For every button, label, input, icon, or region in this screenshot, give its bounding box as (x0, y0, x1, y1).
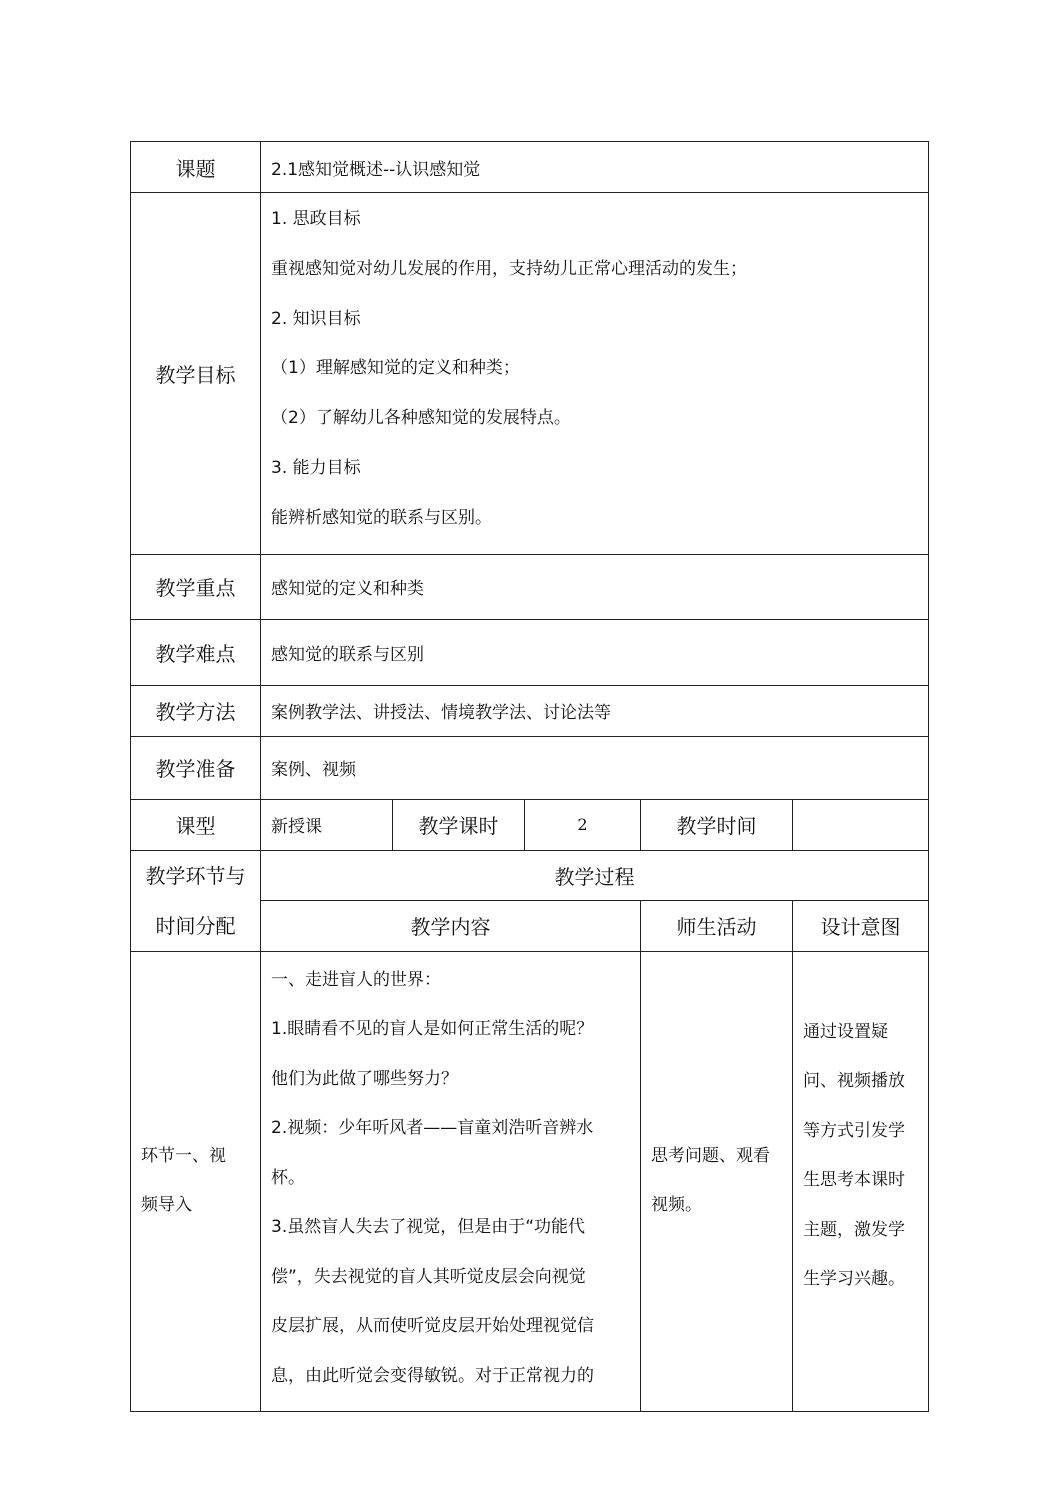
topic-row (131, 142, 929, 193)
intent-line: 生思考本课时 (803, 1170, 905, 1191)
activity-label: 师生活动 (641, 900, 793, 951)
key-points-label: 教学重点 (131, 554, 261, 619)
content-line: 偿”，失去视觉的盲人其听觉皮层会向视觉 (271, 1266, 586, 1287)
objective-line: 3. 能力目标 (271, 457, 361, 478)
topic-label: 课题 (131, 142, 261, 193)
lesson-plan-table (130, 141, 929, 1412)
content-line: 3.虽然盲人失去了视觉，但是由于“功能代 (271, 1217, 586, 1238)
methods-value: 案例教学法、讲授法、情境教学法、讨论法等 (261, 685, 929, 736)
intent-line: 生学习兴趣。 (803, 1269, 905, 1290)
key-points-row (131, 554, 929, 619)
methods-row (131, 685, 929, 736)
objective-line: （2）了解幼儿各种感知觉的发展特点。 (271, 408, 571, 429)
lesson-hours-label: 教学课时 (393, 799, 525, 850)
lesson-hours-value: 2 (525, 799, 641, 850)
objectives-content (261, 193, 929, 555)
stage-1-link (131, 951, 261, 1412)
lesson-type-value: 新授课 (261, 799, 393, 850)
objective-line: 1. 思政目标 (271, 209, 361, 229)
stage-1-link-line: 环节一、视 (141, 1146, 226, 1167)
objective-line: 重视感知觉对幼儿发展的作用，支持幼儿正常心理活动的发生； (271, 258, 747, 279)
lesson-type-label: 课型 (131, 799, 261, 850)
content-line: 皮层扩展，从而使听觉皮层开始处理视觉信 (271, 1316, 594, 1337)
stage-1-activity (641, 951, 793, 1412)
intent-line: 通过设置疑 (803, 1021, 888, 1042)
stage-1-content (261, 951, 641, 1412)
intent-label: 设计意图 (793, 900, 929, 951)
difficulties-row (131, 619, 929, 685)
activity-line: 视频。 (651, 1195, 702, 1216)
objective-line: （1）理解感知觉的定义和种类； (271, 358, 520, 379)
methods-label: 教学方法 (131, 685, 261, 736)
objectives-row (131, 193, 929, 555)
preparation-row (131, 736, 929, 799)
activity-line: 思考问题、观看 (651, 1146, 770, 1167)
intent-line: 主题，激发学 (803, 1219, 905, 1240)
lesson-time-value (793, 799, 929, 850)
process-header-row (131, 850, 929, 900)
preparation-value: 案例、视频 (261, 736, 929, 799)
content-line: 1.眼睛看不见的盲人是如何正常生活的呢？ (271, 1019, 594, 1040)
stage-1-link-line: 频导入 (141, 1195, 192, 1216)
stage-time-label-line2: 时间分配 (155, 913, 236, 938)
stage-1-row (131, 951, 929, 1412)
objectives-label: 教学目标 (131, 193, 261, 555)
content-line: 息，由此听觉会变得敏锐。对于正常视力的 (271, 1365, 594, 1386)
difficulties-label: 教学难点 (131, 619, 261, 685)
content-line: 杯。 (271, 1167, 305, 1188)
content-line: 他们为此做了哪些努力？ (271, 1068, 458, 1089)
stage-time-label-line1: 教学环节与 (145, 863, 246, 888)
content-label: 教学内容 (261, 900, 641, 951)
content-line: 2.视频：少年听风者——盲童刘浩听音辨水 (271, 1118, 594, 1139)
intent-line: 等方式引发学 (803, 1120, 905, 1141)
difficulties-value: 感知觉的联系与区别 (261, 619, 929, 685)
lesson-time-label: 教学时间 (641, 799, 793, 850)
stage-1-intent (793, 951, 929, 1412)
process-label: 教学过程 (261, 850, 929, 900)
stage-time-label (131, 850, 261, 951)
topic-value: 2.1感知觉概述--认识感知觉 (261, 142, 929, 193)
preparation-label: 教学准备 (131, 736, 261, 799)
key-points-value: 感知觉的定义和种类 (261, 554, 929, 619)
content-line: 一、走进盲人的世界： (271, 969, 441, 990)
objective-line: 2. 知识目标 (271, 308, 361, 329)
objective-line: 能辨析感知觉的联系与区别。 (271, 507, 492, 528)
intent-line: 问、视频播放 (803, 1071, 905, 1092)
lesson-info-row (131, 799, 929, 850)
